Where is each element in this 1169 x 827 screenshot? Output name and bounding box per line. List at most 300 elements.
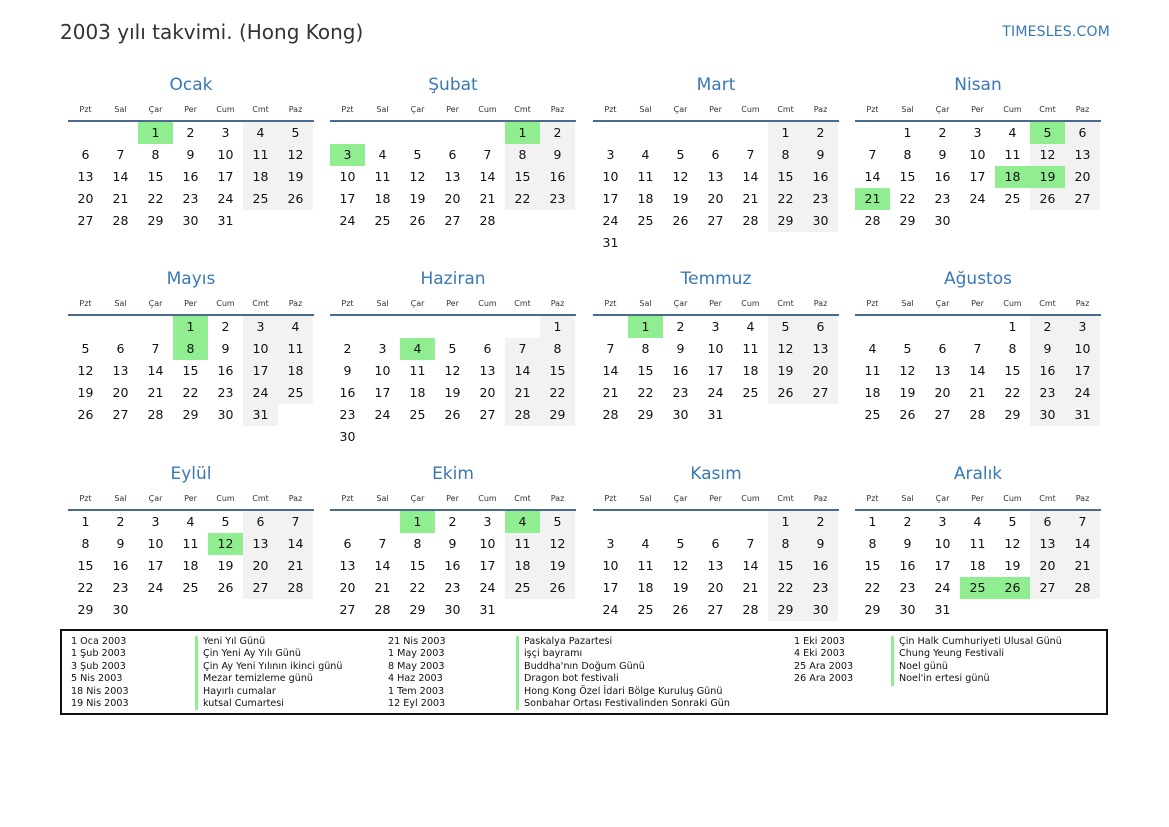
day-cell: 20 — [112, 385, 129, 400]
day-cell: 15 — [768, 166, 803, 188]
empty-cell — [698, 122, 733, 144]
day-cell: 14 — [505, 360, 540, 382]
month-calendar — [68, 463, 314, 621]
day-cell: 13 — [243, 533, 278, 555]
day-cell: 15 — [637, 363, 654, 378]
empty-cell — [663, 511, 698, 533]
day-cell: 1 — [768, 122, 803, 144]
day-cell: 5 — [413, 147, 422, 162]
weekday-label: Çar — [148, 105, 163, 114]
day-cell: 2 — [676, 319, 685, 334]
day-cell: 24 — [707, 385, 724, 400]
weekday-label: Paz — [813, 299, 828, 308]
month-calendar — [330, 463, 576, 621]
day-cell: 24 — [934, 580, 951, 595]
day-cell: 21 — [479, 191, 496, 206]
day-cell: 29 — [409, 602, 426, 617]
empty-cell — [593, 511, 628, 533]
weekday-label: Cum — [741, 299, 760, 308]
day-cell: 14 — [374, 558, 391, 573]
day-cell: 14 — [278, 533, 313, 555]
day-cell: 13 — [707, 558, 724, 573]
day-cell: 13 — [77, 169, 94, 184]
month-calendar — [593, 463, 839, 621]
day-cell: 19 — [409, 191, 426, 206]
day-cell: 11 — [1004, 147, 1021, 162]
day-cell: 12 — [540, 533, 575, 555]
day-cell: 6 — [116, 341, 125, 356]
weekday-label: Cmt — [252, 105, 269, 114]
day-cell: 29 — [864, 602, 881, 617]
holiday-date: 1 Tem 2003 — [388, 685, 445, 697]
day-cell: 20 — [243, 555, 278, 577]
weekday-label: Cmt — [514, 494, 531, 503]
weekday-label: Cum — [741, 494, 760, 503]
day-cell: 17 — [479, 558, 496, 573]
weekday-label: Çar — [935, 494, 950, 503]
day-cell: 17 — [707, 363, 724, 378]
day-cell: 5 — [768, 316, 803, 338]
weekday-label: Paz — [550, 299, 565, 308]
holiday-name: Çin Yeni Ay Yılı Günü — [195, 648, 301, 660]
day-cell: 10 — [707, 341, 724, 356]
day-cell: 16 — [182, 169, 199, 184]
day-cell: 20 — [1030, 555, 1065, 577]
day-cell: 2 — [903, 514, 912, 529]
weekday-label: Sal — [901, 494, 914, 503]
day-cell: 9 — [448, 536, 457, 551]
empty-cell — [365, 122, 400, 144]
day-cell: 12 — [899, 363, 916, 378]
holiday-date: 18 Nis 2003 — [71, 685, 129, 697]
day-cell: 28 — [505, 404, 540, 426]
day-cell: 10 — [479, 536, 496, 551]
day-cell: 1 — [1008, 319, 1017, 334]
day-cell: 24 — [969, 191, 986, 206]
day-cell: 3 — [221, 125, 230, 140]
holiday-date: 5 Nis 2003 — [71, 673, 123, 685]
weekday-label: Cum — [1003, 494, 1022, 503]
day-cell: 17 — [602, 580, 619, 595]
day-cell: 12 — [1030, 144, 1065, 166]
holiday-day: 4 — [400, 338, 435, 360]
day-cell: 19 — [217, 558, 234, 573]
month-name: Temmuz — [680, 269, 752, 289]
day-cell: 6 — [483, 341, 492, 356]
day-cell: 11 — [637, 558, 654, 573]
weekday-label: Sal — [376, 494, 389, 503]
weekday-label: Paz — [550, 105, 565, 114]
day-cell: 26 — [540, 577, 575, 599]
day-cell: 23 — [934, 191, 951, 206]
weekday-label: Cum — [216, 494, 235, 503]
day-cell: 24 — [243, 382, 278, 404]
day-cell: 16 — [803, 166, 838, 188]
holiday-day: 1 — [138, 122, 173, 144]
weekday-label: Pzt — [604, 299, 617, 308]
day-cell: 10 — [602, 558, 619, 573]
weekday-label: Çar — [410, 494, 425, 503]
day-cell: 24 — [374, 407, 391, 422]
holiday-name: Sonbahar Ortası Festivalinden Sonraki Gün — [516, 698, 730, 710]
holiday-day: 4 — [505, 511, 540, 533]
month-name: Mart — [696, 75, 736, 95]
day-cell: 11 — [742, 341, 759, 356]
day-cell: 3 — [938, 514, 947, 529]
empty-cell — [103, 316, 138, 338]
day-cell: 25 — [182, 580, 199, 595]
weekday-header — [330, 489, 576, 511]
holiday-name: Buddha'nın Doğum Günü — [516, 661, 645, 673]
day-cell: 30 — [112, 602, 129, 617]
day-cell: 11 — [864, 363, 881, 378]
empty-cell — [330, 122, 365, 144]
day-cell: 22 — [505, 188, 540, 210]
day-cell: 9 — [676, 341, 685, 356]
day-cell: 27 — [112, 407, 129, 422]
months-grid — [68, 74, 1102, 624]
month-name: Şubat — [428, 75, 478, 95]
day-cell: 12 — [672, 169, 689, 184]
day-cell: 8 — [505, 144, 540, 166]
day-cell: 14 — [479, 169, 496, 184]
page-title: 2003 yılı takvimi. (Hong Kong) — [60, 20, 364, 44]
day-cell: 12 — [1004, 536, 1021, 551]
day-cell: 30 — [182, 213, 199, 228]
day-cell: 7 — [746, 147, 755, 162]
day-cell: 26 — [444, 407, 461, 422]
day-cell: 10 — [934, 536, 951, 551]
holiday-day: 18 — [995, 166, 1030, 188]
day-cell: 28 — [742, 602, 759, 617]
month-calendar — [593, 74, 839, 254]
day-cell: 30 — [803, 599, 838, 621]
day-cell: 9 — [938, 147, 947, 162]
day-cell: 4 — [641, 147, 650, 162]
days-grid — [855, 122, 1101, 232]
day-cell: 5 — [81, 341, 90, 356]
weekday-label: Sal — [114, 299, 127, 308]
weekday-label: Paz — [288, 105, 303, 114]
day-cell: 26 — [278, 188, 313, 210]
day-cell: 6 — [711, 536, 720, 551]
empty-cell — [593, 316, 628, 338]
day-cell: 31 — [479, 602, 496, 617]
weekday-label: Per — [971, 494, 984, 503]
weekday-label: Cmt — [252, 299, 269, 308]
day-cell: 17 — [243, 360, 278, 382]
weekday-label: Per — [709, 494, 722, 503]
day-cell: 30 — [217, 407, 234, 422]
day-cell: 18 — [742, 363, 759, 378]
weekday-label: Çar — [410, 105, 425, 114]
day-cell: 23 — [444, 580, 461, 595]
weekday-label: Per — [446, 299, 459, 308]
day-cell: 19 — [444, 385, 461, 400]
weekday-label: Sal — [639, 494, 652, 503]
day-cell: 27 — [934, 407, 951, 422]
month-calendar — [593, 268, 839, 426]
holiday-name: Noel'in ertesi günü — [891, 673, 990, 685]
day-cell: 28 — [374, 602, 391, 617]
empty-cell — [435, 316, 470, 338]
day-cell: 17 — [374, 385, 391, 400]
empty-cell — [330, 316, 365, 338]
days-grid — [593, 316, 839, 426]
day-cell: 14 — [112, 169, 129, 184]
day-cell: 31 — [1065, 404, 1100, 426]
weekday-label: Sal — [901, 105, 914, 114]
day-cell: 17 — [339, 191, 356, 206]
day-cell: 23 — [672, 385, 689, 400]
day-cell: 17 — [217, 169, 234, 184]
day-cell: 8 — [641, 341, 650, 356]
weekday-header — [68, 294, 314, 316]
day-cell: 27 — [77, 213, 94, 228]
day-cell: 13 — [1065, 144, 1100, 166]
day-cell: 28 — [969, 407, 986, 422]
day-cell: 28 — [742, 213, 759, 228]
day-cell: 20 — [339, 580, 356, 595]
day-cell: 7 — [746, 536, 755, 551]
day-cell: 26 — [672, 213, 689, 228]
weekday-label: Sal — [114, 105, 127, 114]
day-cell: 11 — [243, 144, 278, 166]
holiday-day: 1 — [505, 122, 540, 144]
day-cell: 25 — [864, 407, 881, 422]
day-cell: 19 — [540, 555, 575, 577]
day-cell: 20 — [479, 385, 496, 400]
day-cell: 1 — [868, 514, 877, 529]
day-cell: 11 — [182, 536, 199, 551]
day-cell: 5 — [676, 536, 685, 551]
day-cell: 22 — [147, 191, 164, 206]
day-cell: 13 — [339, 558, 356, 573]
day-cell: 28 — [147, 407, 164, 422]
weekday-header — [593, 489, 839, 511]
holiday-date: 8 May 2003 — [388, 660, 445, 672]
day-cell: 14 — [969, 363, 986, 378]
weekday-header — [330, 294, 576, 316]
day-cell: 7 — [505, 338, 540, 360]
holiday-name: Paskalya Pazartesi — [516, 636, 612, 648]
day-cell: 13 — [934, 363, 951, 378]
day-cell: 17 — [1065, 360, 1100, 382]
days-grid — [593, 511, 839, 621]
day-cell: 18 — [505, 555, 540, 577]
day-cell: 5 — [278, 122, 313, 144]
weekday-label: Per — [184, 299, 197, 308]
day-cell: 31 — [707, 407, 724, 422]
brand-link[interactable]: TIMESLES.COM — [1002, 24, 1110, 40]
day-cell: 12 — [672, 558, 689, 573]
weekday-header — [855, 100, 1101, 122]
day-cell: 12 — [768, 338, 803, 360]
weekday-label: Per — [709, 105, 722, 114]
days-grid — [68, 122, 314, 232]
day-cell: 23 — [339, 407, 356, 422]
weekday-label: Çar — [673, 494, 688, 503]
day-cell: 9 — [540, 144, 575, 166]
weekday-label: Cum — [478, 299, 497, 308]
day-cell: 7 — [116, 147, 125, 162]
holiday-day: 5 — [1030, 122, 1065, 144]
holiday-date: 26 Ara 2003 — [794, 673, 854, 685]
day-cell: 11 — [374, 169, 391, 184]
day-cell: 16 — [934, 169, 951, 184]
day-cell: 11 — [278, 338, 313, 360]
day-cell: 11 — [409, 363, 426, 378]
day-cell: 10 — [243, 338, 278, 360]
weekday-label: Çar — [410, 299, 425, 308]
holiday-name: Chung Yeung Festivali — [891, 648, 1004, 660]
empty-cell — [663, 122, 698, 144]
weekday-label: Cmt — [252, 494, 269, 503]
day-cell: 2 — [938, 125, 947, 140]
day-cell: 17 — [934, 558, 951, 573]
day-cell: 22 — [540, 382, 575, 404]
month-name: Ocak — [169, 75, 213, 95]
day-cell: 7 — [868, 147, 877, 162]
days-grid — [330, 122, 576, 232]
day-cell: 15 — [864, 558, 881, 573]
holiday-date: 1 Eki 2003 — [794, 636, 845, 647]
day-cell: 24 — [339, 213, 356, 228]
month-name: Mayıs — [166, 269, 216, 289]
day-cell: 13 — [444, 169, 461, 184]
holiday-name: Çin Halk Cumhuriyeti Ulusal Günü — [891, 636, 1062, 648]
weekday-label: Pzt — [79, 105, 92, 114]
day-cell: 15 — [540, 360, 575, 382]
day-cell: 10 — [147, 536, 164, 551]
day-cell: 28 — [602, 407, 619, 422]
holiday-date: 4 Haz 2003 — [388, 673, 443, 685]
month-calendar — [330, 74, 576, 232]
day-cell: 20 — [77, 191, 94, 206]
day-cell: 2 — [221, 319, 230, 334]
month-name: Haziran — [420, 269, 486, 289]
day-cell: 4 — [1008, 125, 1017, 140]
weekday-label: Paz — [288, 299, 303, 308]
day-cell: 20 — [707, 191, 724, 206]
weekday-label: Cmt — [1039, 105, 1056, 114]
day-cell: 15 — [147, 169, 164, 184]
day-cell: 8 — [1008, 341, 1017, 356]
day-cell: 21 — [742, 191, 759, 206]
day-cell: 19 — [77, 385, 94, 400]
day-cell: 17 — [602, 191, 619, 206]
weekday-label: Pzt — [79, 299, 92, 308]
day-cell: 6 — [448, 147, 457, 162]
weekday-label: Çar — [148, 299, 163, 308]
weekday-label: Per — [971, 299, 984, 308]
day-cell: 23 — [217, 385, 234, 400]
weekday-label: Cmt — [1039, 299, 1056, 308]
day-cell: 22 — [637, 385, 654, 400]
empty-cell — [855, 316, 890, 338]
day-cell: 23 — [899, 580, 916, 595]
weekday-header — [855, 489, 1101, 511]
empty-cell — [628, 511, 663, 533]
day-cell: 24 — [147, 580, 164, 595]
day-cell: 28 — [479, 213, 496, 228]
day-cell: 26 — [768, 382, 803, 404]
day-cell: 22 — [182, 385, 199, 400]
day-cell: 18 — [182, 558, 199, 573]
holiday-name: Dragon bot festivali — [516, 673, 619, 685]
empty-cell — [628, 122, 663, 144]
day-cell: 16 — [899, 558, 916, 573]
day-cell: 8 — [151, 147, 160, 162]
holiday-date: 1 Oca 2003 — [71, 636, 127, 647]
weekday-label: Pzt — [604, 105, 617, 114]
day-cell: 25 — [409, 407, 426, 422]
day-cell: 13 — [803, 338, 838, 360]
day-cell: 4 — [641, 536, 650, 551]
day-cell: 8 — [768, 533, 803, 555]
day-cell: 26 — [1030, 188, 1065, 210]
day-cell: 23 — [1030, 382, 1065, 404]
day-cell: 18 — [637, 191, 654, 206]
holiday-name: kutsal Cumartesi — [195, 698, 284, 710]
day-cell: 30 — [899, 602, 916, 617]
day-cell: 23 — [803, 188, 838, 210]
empty-cell — [855, 122, 890, 144]
holiday-name: işçi bayramı — [516, 648, 582, 660]
day-cell: 6 — [243, 511, 278, 533]
weekday-label: Pzt — [341, 105, 354, 114]
day-cell: 30 — [1030, 404, 1065, 426]
weekday-header — [330, 100, 576, 122]
day-cell: 1 — [903, 125, 912, 140]
day-cell: 22 — [864, 580, 881, 595]
day-cell: 8 — [768, 144, 803, 166]
holiday-name: Çin Ay Yeni Yılının ikinci günü — [195, 661, 342, 673]
weekday-header — [855, 294, 1101, 316]
day-cell: 18 — [278, 360, 313, 382]
weekday-label: Cmt — [514, 105, 531, 114]
day-cell: 2 — [540, 122, 575, 144]
day-cell: 3 — [973, 125, 982, 140]
day-cell: 20 — [934, 385, 951, 400]
month-calendar — [330, 268, 576, 448]
weekday-label: Pzt — [341, 299, 354, 308]
day-cell: 16 — [339, 385, 356, 400]
day-cell: 21 — [505, 382, 540, 404]
holiday-day: 8 — [173, 338, 208, 360]
day-cell: 13 — [1030, 533, 1065, 555]
day-cell: 13 — [112, 363, 129, 378]
day-cell: 10 — [374, 363, 391, 378]
day-cell: 7 — [378, 536, 387, 551]
day-cell: 5 — [448, 341, 457, 356]
day-cell: 16 — [112, 558, 129, 573]
holiday-name: Hong Kong Özel İdari Bölge Kuruluş Günü — [516, 686, 722, 698]
empty-cell — [890, 316, 925, 338]
day-cell: 15 — [77, 558, 94, 573]
day-cell: 2 — [1030, 316, 1065, 338]
day-cell: 15 — [1004, 363, 1021, 378]
day-cell: 2 — [343, 341, 352, 356]
day-cell: 16 — [217, 363, 234, 378]
day-cell: 12 — [278, 144, 313, 166]
day-cell: 10 — [969, 147, 986, 162]
month-calendar — [855, 268, 1101, 426]
day-cell: 31 — [934, 602, 951, 617]
day-cell: 28 — [1065, 577, 1100, 599]
day-cell: 14 — [602, 363, 619, 378]
month-calendar — [68, 74, 314, 232]
